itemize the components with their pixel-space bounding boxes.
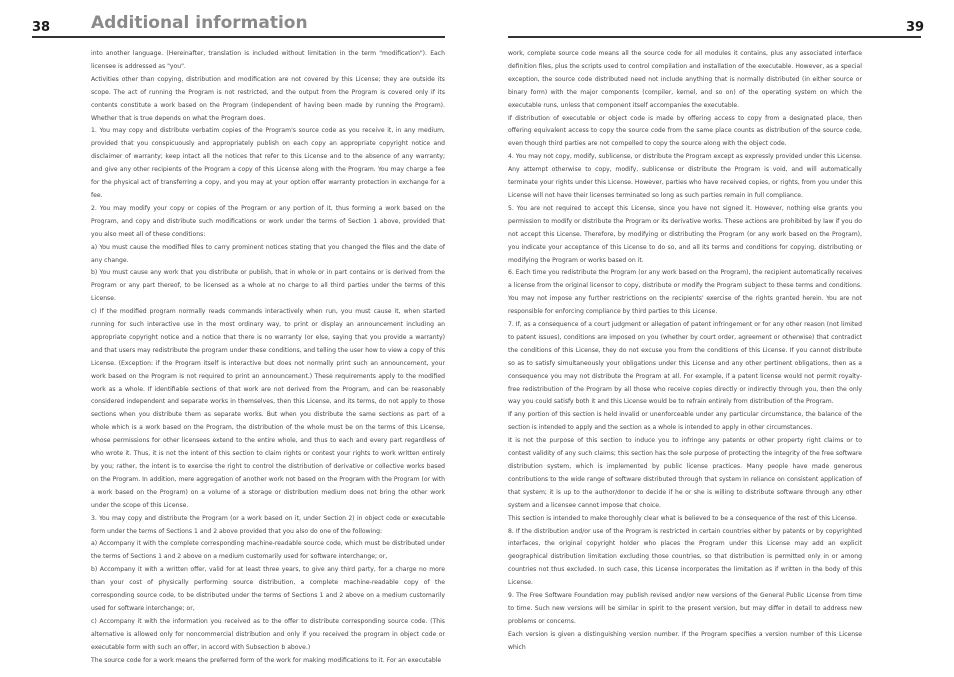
paragraph: 6. Each time you redistribute the Program (or any work based on the Program), the recipient automatically receives a license from the original licensor to copy, distribute or modify the Program subject to these terms and conditions. You may not impose any further restrictions on the recipients' exercise of the rights granted herein. You are not responsible for enforcing compliance by third parties to this License.	[508, 269, 862, 316]
paragraph: work, complete source code means all the source code for all modules it contains, plus any associated interface definition files, plus the scripts used to control compilation and installation of the executable. However, as a special exception, the source code distributed need not include anything that is normally distributed (in either source or binary form) with the major components (compiler, kernel, and so on) of the operating system on which the executable runs, unless that component itself accompanies the executable.	[508, 50, 862, 109]
paragraph: It is not the purpose of this section to induce you to infringe any patents or other property right claims or to contest validity of any such claims; this section has the sole purpose of protecting the integrity of the free software distribution system, which is implemented by public license practices. Many people have made generous contributions to the wide range of software distributed through that system in reliance on consistent application of that system; it is up to the author/donor to decide if he or she is willing to distribute software through any other system and a licensee cannot impose that choice.	[508, 437, 862, 509]
paragraph: 1. You may copy and distribute verbatim copies of the Program's source code as you receive it, in any medium, provided that you conspicuously and appropriately publish on each copy an appropriate copyright notice and disclaimer of warranty; keep intact all the notices that refer to this License and to the absence of any warranty; and give any other recipients of the Program a copy of this License along with the Program. You may charge a fee for the physical act of transferring a copy, and you may at your option offer warranty protection in exchange for a fee.	[91, 127, 445, 199]
paragraph: b) You must cause any work that you distribute or publish, that in whole or in part contains or is derived from the Program or any part thereof, to be licensed as a whole at no charge to all third parties under the terms of this License.	[91, 269, 445, 303]
paragraph: 9. The Free Software Foundation may publish revised and/or new versions of the General Public License from time to time. Such new versions will be similar in spirit to the present version, but may differ in detail to address new problems or concerns.	[508, 592, 862, 625]
page-number-left: 38	[32, 20, 51, 35]
paragraph: The source code for a work means the preferred form of the work for making modifications to it. For an executable	[91, 656, 442, 664]
paragraph: 7. If, as a consequence of a court judgment or allegation of patent infringement or for any other reason (not limited to patent issues), conditions are imposed on you (whether by court order, agreement or otherwise) that contradict the conditions of this License, they do not excuse you from the conditions of this License. If you cannot distribute so as to satisfy simultaneously your obligations under this License and any other pertinent obligations, then as a consequence you may not distribute the Program at all. For example, if a patent license would not permit royalty-free redistribution of the Program by all those who receive copies directly or indirectly through you, then the only way you could satisfy both it and this License would be to refrain entirely from distribution of the Program.	[508, 321, 862, 406]
paragraph: 4. You may not copy, modify, sublicense, or distribute the Program except as expressly provided under this License. Any attempt otherwise to copy, modify, sublicense or distribute the Program is void, and will automatically terminate your rights under this License. However, parties who have received copies, or rights, from you under this License will not have their licenses terminated so long as such parties remain in full compliance.	[508, 153, 862, 199]
paragraph: Each version is given a distinguishing version number. If the Program specifies a version number of this License which	[508, 630, 862, 651]
paragraph: If any portion of this section is held invalid or unenforceable under any particular circumstance, the balance of the section is intended to apply and the section as a whole is intended to apply in other circumstances.	[508, 411, 862, 432]
paragraph: 8. If the distribution and/or use of the Program is restricted in certain countries either by patents or by copyrighted interfaces, the original copyright holder who places the Program under this License may add an explicit geographical distribution limitation excluding those countries, so that distribution is permitted only in or among countries not thus excluded. In such case, this License incorporates the limitation as if written in the body of this License.	[508, 527, 862, 587]
header-rule-right	[508, 36, 921, 38]
paragraph: a) Accompany it with the complete corresponding machine-readable source code, which must be distributed under the terms of Sections 1 and 2 above on a medium customarily used for software interchange; or,	[91, 540, 445, 561]
paragraph: If distribution of executable or object code is made by offering access to copy from a designated place, then offering equivalent access to copy the source code from the same place counts as distribution of the source code, even though third parties are not compelled to copy the source along with the object code.	[508, 114, 862, 148]
page-title: Additional information	[91, 13, 308, 33]
page-number-right: 39	[906, 20, 925, 35]
header-rule-left	[32, 36, 445, 38]
paragraph: This section is intended to make thoroughly clear what is believed to be a consequence of the rest of this License.	[508, 514, 857, 522]
paragraph: into another language. (Hereinafter, translation is included without limitation in the term "modification"). Each licensee is addressed as "you".	[91, 50, 445, 70]
paragraph: c) If the modified program normally reads commands interactively when run, you must cause it, when started running for such interactive use in the most ordinary way, to print or display an announcement including an appropriate copyright notice and a notice that there is no warranty (or else, saying that you provide a warranty) and that users may redistribute the program under these conditions, and telling the user how to view a copy of this License. (Exception: if the Program itself is interactive but does not normally print such an announcement, your work based on the Program is not required to print an announcement.) These requirements apply to the modified work as a whole. If identifiable sections of that work are not derived from the Program, and can be reasonably considered independent and separate works in themselves, then this License, and its terms, do not apply to those sections when you distribute them as separate works. But when you distribute the same sections as part of a whole which is a work based on the Program, the distribution of the whole must be on the terms of this License, whose permissions for other licensees extend to the entire whole, and thus to each and every part regardless of who wrote it. Thus, it is not the intent of this section to claim rights or contest your rights to work written entirely by you; rather, the intent is to exercise the right to control the distribution of derivative or collective works based on the Program. In addition, mere aggregation of another work not based on the Program with the Program (or with a work based on the Program) on a volume of a storage or distribution medium does not bring the other work under the scope of this License.	[91, 308, 445, 509]
left-text-column	[91, 48, 445, 668]
paragraph: 3. You may copy and distribute the Program (or a work based on it, under Section 2) in object code or executable form under the terms of Sections 1 and 2 above provided that you also do one of the following:	[91, 514, 445, 535]
paragraph: 5. You are not required to accept this License, since you have not signed it. However, nothing else grants you permission to modify or distribute the Program or its derivative works. These actions are prohibited by law if you do not accept this License. Therefore, by modifying or distributing the Program (or any work based on the Program), you indicate your acceptance of this License to do so, and all its terms and conditions for copying, distributing or modifying the Program or works based on it.	[508, 204, 862, 264]
paragraph: a) You must cause the modified files to carry prominent notices stating that you changed the files and the date of any change.	[91, 243, 445, 264]
paragraph: 2. You may modify your copy or copies of the Program or any portion of it, thus forming a work based on the Program, and copy and distribute such modifications or work under the terms of Section 1 above, provided that you also meet all of these conditions:	[91, 204, 445, 238]
right-text-column	[508, 48, 862, 655]
paragraph: Activities other than copying, distribution and modification are not covered by this License; they are outside its scope. The act of running the Program is not restricted, and the output from the Program is covered only if its contents constitute a work based on the Program (independent of having been made by running the Program). Whether that is true depends on what the Program does.	[91, 75, 445, 122]
paragraph: c) Accompany it with the information you received as to the offer to distribute corresponding source code. (This alternative is allowed only for noncommercial distribution and only if you received the program in object code or executable form with such an offer, in accord with Subsection b above.)	[91, 617, 445, 651]
paragraph: b) Accompany it with a written offer, valid for at least three years, to give any third party, for a charge no more than your cost of physically performing source distribution, a complete machine-readable copy of the corresponding source code, to be distributed under the terms of Sections 1 and 2 above on a medium customarily used for software interchange; or,	[91, 566, 445, 612]
